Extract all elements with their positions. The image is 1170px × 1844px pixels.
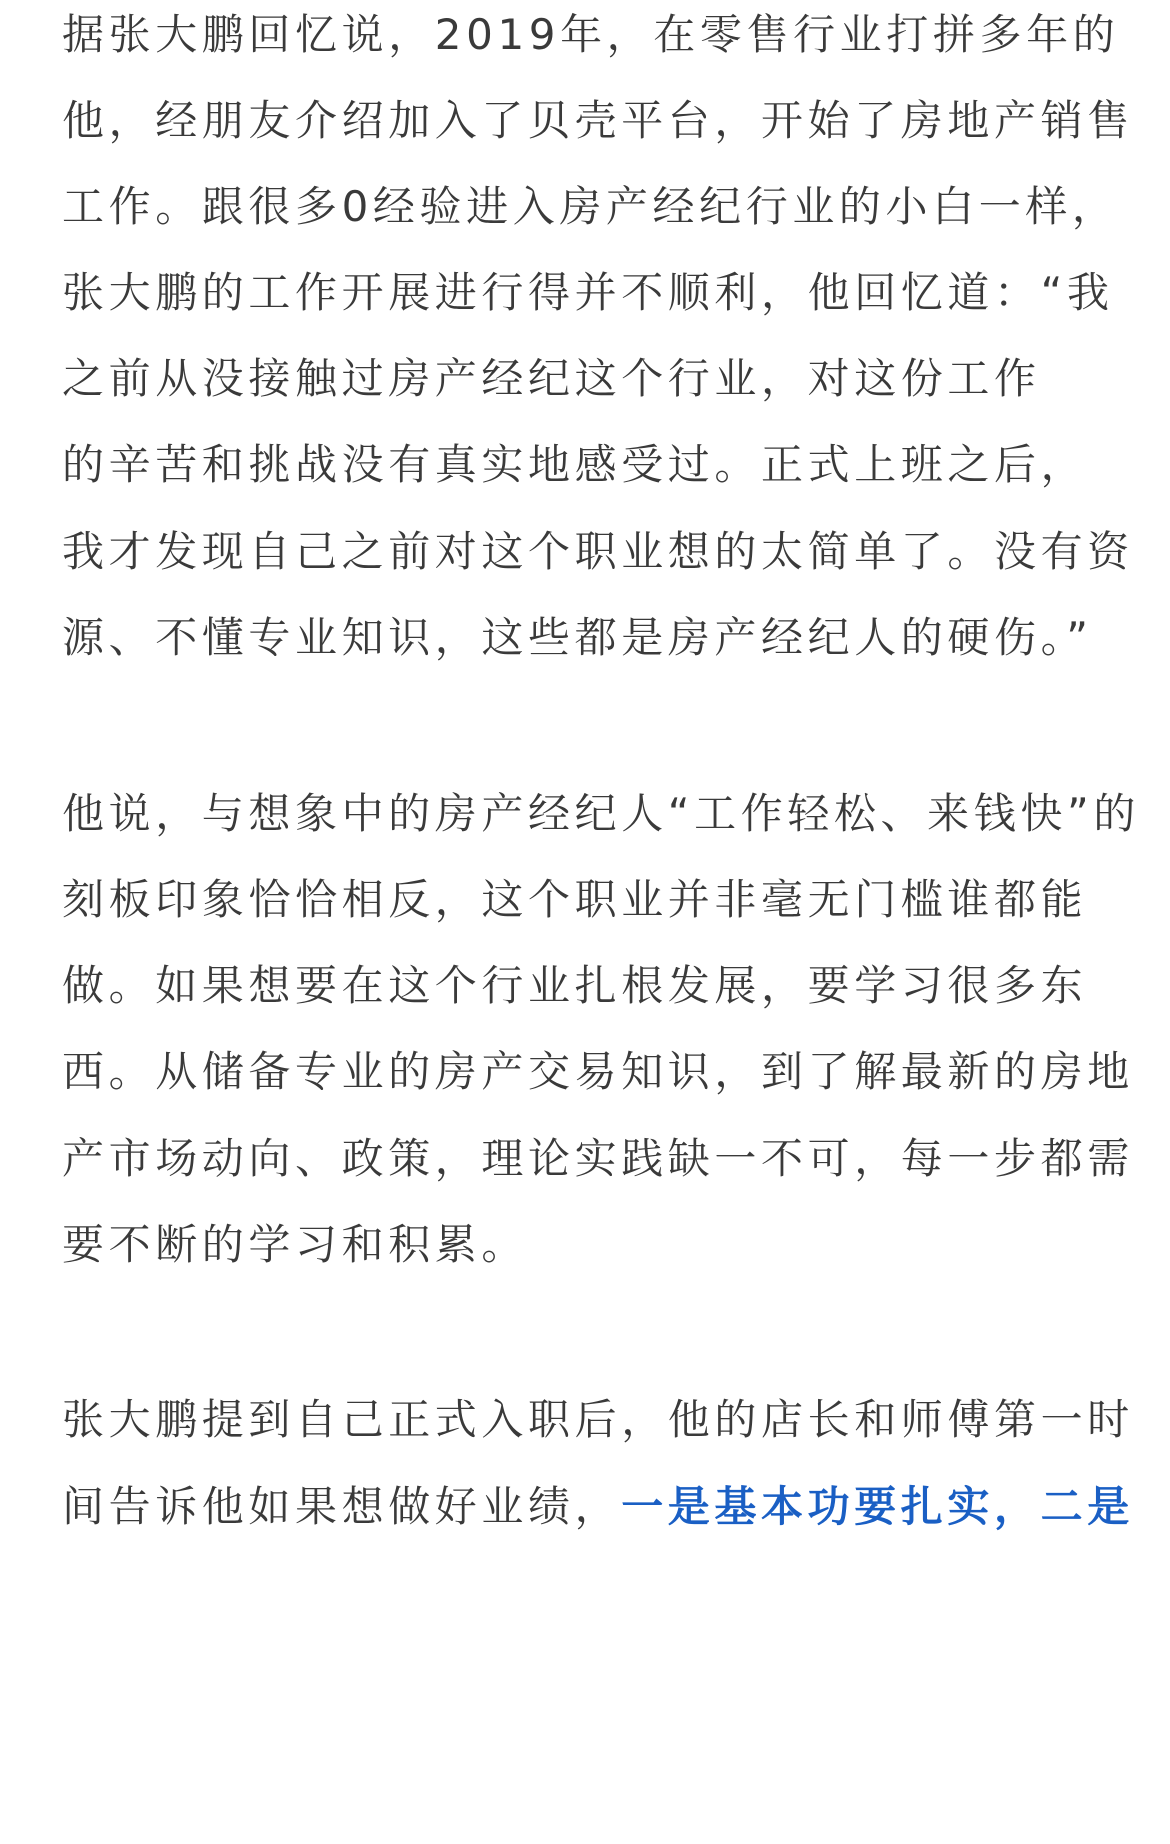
paragraph-3-line-2	[62, 1477, 1134, 1537]
paragraph-3-line-2-plain: 间告诉他如果想做好业绩，	[62, 1482, 622, 1531]
paragraph-2-line-6: 要不断的学习和积累。	[62, 1220, 529, 1269]
paragraph-1-line-8: 源、不懂专业知识，这些都是房产经纪人的硬伤。”	[62, 613, 1093, 662]
paragraph-2-line-4: 西。从储备专业的房产交易知识，到了解最新的房地	[62, 1047, 1134, 1096]
paragraph-2-line-2: 刻板印象恰恰相反，这个职业并非毫无门槛谁都能	[62, 875, 1088, 924]
paragraph-2-line-3: 做。如果想要在这个行业扎根发展，要学习很多东	[62, 961, 1088, 1010]
paragraph-1-line-5: 之前从没接触过房产经纪这个行业，对这份工作	[62, 354, 1041, 403]
paragraph-1-line-3: 工作。跟很多0经验进入房产经纪行业的小白一样，	[62, 182, 1119, 231]
paragraph-2-line-1: 他说，与想象中的房产经纪人“工作轻松、来钱快”的	[62, 789, 1140, 838]
highlighted-text: 一是基本功要扎实，二是	[621, 1482, 1134, 1531]
paragraph-3-line-1: 张大鹏提到自己正式入职后，他的店长和师傅第一时	[62, 1395, 1134, 1444]
paragraph-1-line-4: 张大鹏的工作开展进行得并不顺利，他回忆道：“我	[62, 268, 1114, 317]
paragraph-1-line-7: 我才发现自己之前对这个职业想的太简单了。没有资	[62, 527, 1134, 576]
paragraph-2-line-5: 产市场动向、政策，理论实践缺一不可，每一步都需	[62, 1134, 1134, 1183]
paragraph-1-line-2: 他，经朋友介绍加入了贝壳平台，开始了房地产销售	[62, 96, 1134, 145]
paragraph-1-line-1: 据张大鹏回忆说，2019年，在零售行业打拼多年的	[62, 10, 1120, 59]
paragraph-1-line-6: 的辛苦和挑战没有真实地感受过。正式上班之后，	[62, 440, 1088, 489]
